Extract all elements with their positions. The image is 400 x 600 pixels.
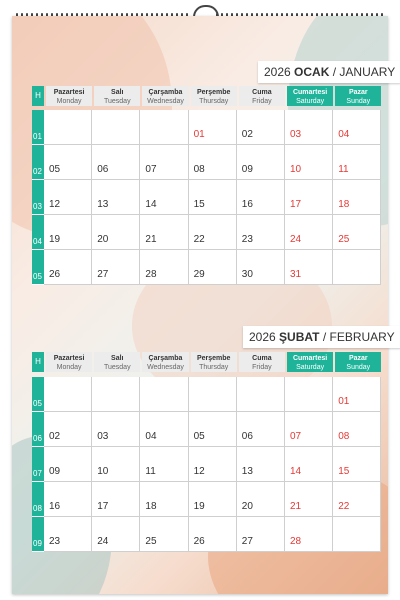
day-number: 17 bbox=[97, 501, 109, 512]
day-header bbox=[239, 352, 285, 372]
day-number: 10 bbox=[97, 466, 109, 477]
day-cell bbox=[333, 412, 381, 447]
day-number: 15 bbox=[338, 466, 350, 477]
day-cell bbox=[237, 482, 285, 517]
day-cell bbox=[333, 250, 381, 285]
day-cell bbox=[140, 250, 188, 285]
day-number: 04 bbox=[338, 129, 350, 140]
day-number: 30 bbox=[241, 269, 253, 280]
day-number: 24 bbox=[290, 234, 302, 245]
week-number-label: 09 bbox=[33, 539, 42, 548]
day-number: 25 bbox=[145, 536, 157, 547]
day-cell bbox=[189, 215, 237, 250]
day-cell bbox=[237, 412, 285, 447]
day-cell bbox=[333, 215, 381, 250]
day-cell bbox=[189, 180, 237, 215]
day-header bbox=[287, 352, 333, 372]
day-name-tr: Çarşamba bbox=[148, 89, 183, 96]
day-header bbox=[191, 352, 237, 372]
day-cell bbox=[285, 145, 333, 180]
day-number: 26 bbox=[49, 269, 61, 280]
day-name-en: Sunday bbox=[346, 364, 371, 371]
day-header bbox=[191, 86, 237, 106]
day-name-tr: Cuma bbox=[252, 355, 272, 362]
day-number: 18 bbox=[338, 199, 350, 210]
day-cell bbox=[189, 377, 237, 412]
day-number: 07 bbox=[145, 164, 157, 175]
day-cell bbox=[285, 517, 333, 552]
day-name-tr: Pazartesi bbox=[53, 89, 85, 96]
day-number: 03 bbox=[290, 129, 302, 140]
day-number: 20 bbox=[97, 234, 109, 245]
day-name-tr: Cumartesi bbox=[292, 355, 328, 362]
day-cell bbox=[285, 215, 333, 250]
day-cell bbox=[285, 482, 333, 517]
day-number: 20 bbox=[241, 501, 253, 512]
day-name-tr: Çarşamba bbox=[148, 355, 183, 362]
day-number: 16 bbox=[49, 501, 61, 512]
day-cell bbox=[285, 412, 333, 447]
week-number-label: 06 bbox=[33, 434, 42, 443]
week-number-label: 02 bbox=[33, 167, 42, 176]
day-cell bbox=[92, 377, 140, 412]
day-cell bbox=[189, 482, 237, 517]
day-cell bbox=[92, 447, 140, 482]
day-header bbox=[142, 352, 188, 372]
day-cell bbox=[92, 250, 140, 285]
day-number: 22 bbox=[338, 501, 350, 512]
day-number: 31 bbox=[290, 269, 302, 280]
day-number: 17 bbox=[290, 199, 302, 210]
day-cell bbox=[44, 250, 92, 285]
day-number: 02 bbox=[49, 431, 61, 442]
day-cell bbox=[333, 517, 381, 552]
day-number: 09 bbox=[49, 466, 61, 477]
day-number: 14 bbox=[290, 466, 302, 477]
day-cell bbox=[237, 377, 285, 412]
day-cell bbox=[333, 180, 381, 215]
day-name-en: Wednesday bbox=[147, 98, 184, 105]
day-cell bbox=[92, 517, 140, 552]
day-name-tr: Salı bbox=[111, 89, 124, 96]
day-cell bbox=[44, 517, 92, 552]
week-number bbox=[32, 215, 44, 249]
day-number: 24 bbox=[97, 536, 109, 547]
day-name-en: Saturday bbox=[296, 98, 325, 105]
day-number: 21 bbox=[145, 234, 157, 245]
week-number-label: 03 bbox=[33, 202, 42, 211]
week-number-label: 08 bbox=[33, 504, 42, 513]
day-name-tr: Pazar bbox=[348, 355, 368, 362]
day-cell bbox=[189, 517, 237, 552]
day-number: 05 bbox=[49, 164, 61, 175]
day-cell bbox=[44, 482, 92, 517]
year-label: 2026 bbox=[249, 330, 276, 344]
day-number: 11 bbox=[145, 466, 156, 477]
day-number: 23 bbox=[241, 234, 253, 245]
day-number: 19 bbox=[193, 501, 205, 512]
day-number: 10 bbox=[290, 164, 302, 175]
day-name-en: Thursday bbox=[199, 364, 229, 371]
day-number: 13 bbox=[241, 466, 253, 477]
day-cell bbox=[44, 110, 92, 145]
day-number: 18 bbox=[145, 501, 157, 512]
day-cell bbox=[92, 180, 140, 215]
day-number: 13 bbox=[97, 199, 109, 210]
day-number: 21 bbox=[290, 501, 302, 512]
day-cell bbox=[92, 412, 140, 447]
day-name-tr: Pazartesi bbox=[53, 355, 85, 362]
day-name-tr: Pazar bbox=[348, 89, 368, 96]
day-cell bbox=[140, 145, 188, 180]
day-header bbox=[335, 352, 381, 372]
day-cell bbox=[44, 145, 92, 180]
day-number: 28 bbox=[145, 269, 157, 280]
week-number bbox=[32, 377, 44, 411]
day-number: 25 bbox=[338, 234, 350, 245]
day-cell bbox=[140, 412, 188, 447]
day-number: 27 bbox=[241, 536, 253, 547]
day-number: 27 bbox=[97, 269, 109, 280]
day-name-en: Saturday bbox=[296, 364, 325, 371]
day-cell bbox=[140, 447, 188, 482]
day-number: 12 bbox=[49, 199, 61, 210]
day-cell bbox=[237, 110, 285, 145]
day-name-en: Friday bbox=[252, 364, 272, 371]
day-name-tr: Cuma bbox=[252, 89, 272, 96]
month-title bbox=[258, 61, 400, 83]
week-number-header: H bbox=[32, 352, 44, 372]
day-header bbox=[46, 352, 92, 372]
month-name-en: / JANUARY bbox=[332, 65, 396, 79]
day-cell bbox=[140, 482, 188, 517]
week-number-label: 04 bbox=[33, 237, 42, 246]
day-cell bbox=[237, 250, 285, 285]
day-name-en: Monday bbox=[56, 98, 82, 105]
day-number: 26 bbox=[193, 536, 205, 547]
day-cell bbox=[44, 412, 92, 447]
day-number: 09 bbox=[241, 164, 253, 175]
day-cell bbox=[189, 412, 237, 447]
day-name-en: Sunday bbox=[346, 98, 371, 105]
day-header bbox=[239, 86, 285, 106]
day-cell bbox=[333, 377, 381, 412]
day-number: 15 bbox=[193, 199, 205, 210]
month-name-en: / FEBRUARY bbox=[322, 330, 395, 344]
day-cell bbox=[140, 180, 188, 215]
day-header bbox=[142, 86, 188, 106]
day-name-tr: Perşembe bbox=[196, 355, 231, 362]
day-name-en: Thursday bbox=[199, 98, 229, 105]
day-cell bbox=[92, 110, 140, 145]
day-cell bbox=[140, 110, 188, 145]
day-cell bbox=[285, 447, 333, 482]
day-name-tr: Salı bbox=[111, 355, 124, 362]
day-number: 11 bbox=[338, 164, 349, 175]
day-header bbox=[287, 86, 333, 106]
day-name-en: Friday bbox=[252, 98, 272, 105]
day-cell bbox=[189, 250, 237, 285]
day-name-tr: Perşembe bbox=[196, 89, 231, 96]
day-cell bbox=[237, 180, 285, 215]
day-number: 08 bbox=[338, 431, 350, 442]
week-number-header: H bbox=[32, 86, 44, 106]
day-name-en: Tuesday bbox=[103, 98, 131, 105]
day-header bbox=[94, 86, 140, 106]
day-cell bbox=[285, 250, 333, 285]
week-number bbox=[32, 482, 44, 516]
week-number bbox=[32, 110, 44, 144]
day-name-en: Tuesday bbox=[103, 364, 131, 371]
day-cell bbox=[189, 145, 237, 180]
day-cell bbox=[92, 145, 140, 180]
day-cell bbox=[92, 482, 140, 517]
day-cell bbox=[237, 145, 285, 180]
month-name-tr: ŞUBAT bbox=[279, 330, 320, 344]
day-number: 23 bbox=[49, 536, 61, 547]
day-cell bbox=[237, 517, 285, 552]
day-cell bbox=[189, 110, 237, 145]
day-cell bbox=[285, 110, 333, 145]
week-number bbox=[32, 447, 44, 481]
day-cell bbox=[333, 447, 381, 482]
day-cell bbox=[237, 447, 285, 482]
week-number-label: 07 bbox=[33, 469, 42, 478]
day-cell bbox=[44, 215, 92, 250]
day-name-en: Monday bbox=[56, 364, 82, 371]
day-number: 29 bbox=[193, 269, 205, 280]
day-number: 05 bbox=[193, 431, 205, 442]
day-number: 14 bbox=[145, 199, 157, 210]
day-header bbox=[94, 352, 140, 372]
day-cell bbox=[140, 215, 188, 250]
day-name-en: Wednesday bbox=[147, 364, 184, 371]
day-cell bbox=[44, 180, 92, 215]
day-number: 08 bbox=[193, 164, 205, 175]
day-name-tr: Cumartesi bbox=[292, 89, 328, 96]
day-number: 28 bbox=[290, 536, 302, 547]
day-number: 06 bbox=[97, 164, 109, 175]
week-number bbox=[32, 180, 44, 214]
day-number: 16 bbox=[241, 199, 253, 210]
day-number: 07 bbox=[290, 431, 302, 442]
day-cell bbox=[285, 180, 333, 215]
day-cell bbox=[92, 215, 140, 250]
day-cell bbox=[285, 377, 333, 412]
week-number-label: 01 bbox=[33, 132, 42, 141]
month-name-tr: OCAK bbox=[294, 65, 330, 79]
day-cell bbox=[140, 517, 188, 552]
week-number bbox=[32, 412, 44, 446]
week-number bbox=[32, 250, 44, 284]
day-number: 01 bbox=[193, 129, 205, 140]
week-number-label: 05 bbox=[33, 399, 42, 408]
month-title bbox=[243, 326, 400, 348]
day-header bbox=[46, 86, 92, 106]
day-cell bbox=[140, 377, 188, 412]
day-number: 01 bbox=[338, 396, 350, 407]
day-cell bbox=[333, 110, 381, 145]
day-number: 02 bbox=[241, 129, 253, 140]
day-cell bbox=[189, 447, 237, 482]
year-label: 2026 bbox=[264, 65, 291, 79]
day-number: 12 bbox=[193, 466, 205, 477]
day-number: 04 bbox=[145, 431, 157, 442]
week-number-label: 05 bbox=[33, 272, 42, 281]
day-cell bbox=[333, 482, 381, 517]
day-cell bbox=[237, 215, 285, 250]
week-number bbox=[32, 517, 44, 551]
week-number bbox=[32, 145, 44, 179]
day-cell bbox=[44, 377, 92, 412]
day-number: 03 bbox=[97, 431, 109, 442]
day-number: 19 bbox=[49, 234, 61, 245]
day-cell bbox=[44, 447, 92, 482]
day-number: 06 bbox=[241, 431, 253, 442]
day-header bbox=[335, 86, 381, 106]
day-number: 22 bbox=[193, 234, 205, 245]
day-cell bbox=[333, 145, 381, 180]
